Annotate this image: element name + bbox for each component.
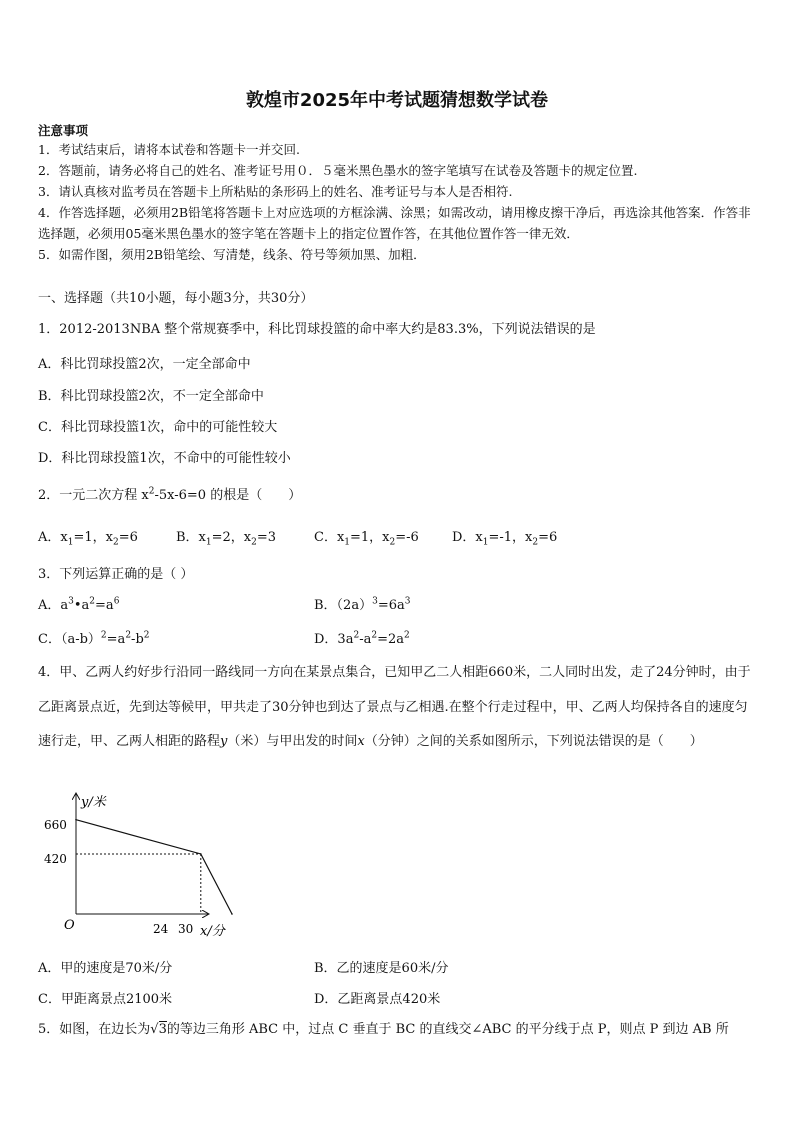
q4-var-x: x xyxy=(357,734,365,749)
question-5-stem xyxy=(38,1018,729,1037)
q2-c-label: C．x xyxy=(314,530,345,545)
question-4-option-a: A．甲的速度是70米/分 xyxy=(38,961,173,976)
question-3-option-c xyxy=(38,628,150,647)
distance-time-graph xyxy=(38,788,238,944)
q3-a-5: =a xyxy=(95,598,114,613)
q3-b-3: =6a xyxy=(377,598,405,613)
q4-var-y: y xyxy=(220,734,228,749)
notice-heading: 注意事项 xyxy=(38,123,89,138)
chart-marks xyxy=(75,819,233,915)
question-4-option-d: D．乙距离景点420米 xyxy=(314,992,441,1007)
question-1-option-b: B．科比罚球投篮2次，不一定全部命中 xyxy=(38,389,264,404)
data-point-0 xyxy=(75,819,77,821)
question-3-option-b xyxy=(314,594,410,613)
question-2-option-c xyxy=(314,526,419,548)
q4-stem-c: （分钟）之间的关系如图所示，下列说法错误的是（ ） xyxy=(364,734,703,749)
q3-b-4: 3 xyxy=(404,596,411,607)
notice-item-5: 5．如需作图，须用2B铅笔绘、写清楚，线条、符号等须加黑、加粗． xyxy=(38,247,426,262)
q5-stem-a: 5．如图，在边长为 xyxy=(38,1022,151,1037)
question-2-option-b xyxy=(176,526,276,548)
q3-c-5: -b xyxy=(131,632,144,647)
notice-item-1: 1．考试结束后，请将本试卷和答题卡一并交回. xyxy=(38,142,300,157)
q2-d-mid: =-1，x xyxy=(488,530,533,545)
q2-a-sub1: 1 xyxy=(67,537,74,548)
q3-c-3: =a xyxy=(106,632,126,647)
q3-a-4: 2 xyxy=(89,596,96,607)
q3-d-5: =2a xyxy=(377,632,404,647)
q3-a-6: 6 xyxy=(113,596,120,607)
q2-b-mid: =2，x xyxy=(211,530,252,545)
question-2-option-d xyxy=(452,526,557,548)
q3-c-1: C．（a-b） xyxy=(38,632,101,647)
q2-d-sub2: 2 xyxy=(532,537,539,548)
q3-c-2: 2 xyxy=(100,630,107,641)
question-1-option-c: C．科比罚球投篮1次，命中的可能性较大 xyxy=(38,420,278,435)
q2-d-sub1: 1 xyxy=(482,537,489,548)
q3-d-2: 2 xyxy=(353,630,360,641)
question-3-stem: 3．下列运算正确的是（ ） xyxy=(38,567,194,582)
q2-c-mid: =1，x xyxy=(350,530,390,545)
q2-b-end: =3 xyxy=(256,530,277,545)
question-4-option-c: C．甲距离景点2100米 xyxy=(38,992,173,1007)
q3-a-2: 3 xyxy=(68,596,74,607)
q2-a-sub2: 2 xyxy=(112,537,119,548)
q2-c-sub1: 1 xyxy=(344,537,351,548)
q3-d-6: 2 xyxy=(404,630,410,641)
question-4-option-b: B．乙的速度是60米/分 xyxy=(314,961,449,976)
q2-stem-pre: 2．一元二次方程 x xyxy=(38,488,149,503)
question-1-stem: 1．2012-2013NBA 整个常规赛季中，科比罚球投篮的命中率大约是83.3%，下列说法错误的是 xyxy=(38,322,596,337)
page-title: 敦煌市2025年中考试题猜想数学试卷 xyxy=(245,90,549,111)
q2-d-end: =6 xyxy=(538,530,558,545)
q3-c-4: 2 xyxy=(125,630,132,641)
q3-a-1: A．a xyxy=(38,598,69,613)
q4-stem-a: 4．甲、乙两人约好步行沿同一路线同一方向在某景点集合，已知甲乙二人相距660米，二人同时出发，走了24分钟时，由于乙距离景点近，先到达等候甲，甲共走了30分钟也到达了景点与乙相遇.在整个行走过程中，甲、乙两人均保持各自的速度匀速行走，甲、乙两人相距的路程 xyxy=(38,665,751,749)
notice-item-4: 4．作答选择题，必须用2B铅笔将答题卡上对应选项的方框涂满、涂黑；如需改动，请用橡皮擦干净后，再选涂其他答案．作答非选择题，必须用05毫米黑色墨水的签字笔在答题卡上的指定位置作答，在其他位置作答一律无效． xyxy=(38,205,751,241)
q3-c-6: 2 xyxy=(143,630,150,641)
q2-b-sub1: 1 xyxy=(205,537,212,548)
y-axis-label: y/米 xyxy=(81,795,106,810)
question-1-option-d: D．科比罚球投篮1次，不命中的可能性较小 xyxy=(38,451,291,466)
data-point-2 xyxy=(231,913,233,915)
question-1-option-a: A．科比罚球投篮2次，一定全部命中 xyxy=(38,357,251,372)
x-tick-30: 30 xyxy=(178,922,194,936)
q3-b-1: B．（2a） xyxy=(314,598,373,613)
q2-b-label: B．x xyxy=(176,530,206,545)
data-point-1 xyxy=(200,853,202,855)
question-3-option-a xyxy=(38,594,119,613)
q2-stem-post: -5x-6=0 的根是（ ） xyxy=(154,488,302,503)
q2-c-sub2: 2 xyxy=(389,537,396,548)
q3-b-2: 3 xyxy=(372,596,378,607)
origin-label: O xyxy=(64,918,75,933)
question-4-stem xyxy=(38,656,758,760)
q3-d-3: -a xyxy=(359,632,372,647)
q2-a-label: A．x xyxy=(38,530,68,545)
series-line xyxy=(76,820,232,914)
y-tick-420: 420 xyxy=(44,852,67,866)
x-axis-label: x/分 xyxy=(200,924,225,939)
sqrt-symbol: √ xyxy=(150,1022,159,1037)
section-heading: 一、选择题（共10小题，每小题3分，共30分） xyxy=(38,291,314,306)
question-2-stem xyxy=(38,484,301,503)
q3-d-4: 2 xyxy=(371,630,378,641)
q3-d-1: D．3a xyxy=(314,632,354,647)
q2-stem-sup: 2 xyxy=(148,486,155,497)
y-tick-660: 660 xyxy=(44,818,67,832)
q4-stem-b: （米）与甲出发的时间 xyxy=(227,734,358,749)
question-3-option-d xyxy=(314,628,410,647)
q5-sqrt-value: 3 xyxy=(158,1022,167,1037)
x-tick-24: 24 xyxy=(153,922,169,936)
q2-a-end: =6 xyxy=(118,530,138,545)
q2-d-label: D．x xyxy=(452,530,483,545)
q3-a-3: •a xyxy=(73,598,90,613)
notice-item-3: 3．请认真核对监考员在答题卡上所粘贴的条形码上的姓名、准考证号与本人是否相符. xyxy=(38,184,513,199)
q2-c-end: =-6 xyxy=(395,530,419,545)
q2-b-sub2: 2 xyxy=(251,537,257,548)
notice-item-2: 2．答题前，请务必将自己的姓名、准考证号用０．５毫米黑色墨水的签字笔填写在试卷及答题卡的规定位置. xyxy=(38,163,638,178)
q2-a-mid: =1，x xyxy=(73,530,113,545)
question-2-option-a xyxy=(38,526,138,548)
q5-stem-b: 的等边三角形 ABC 中，过点 C 垂直于 BC 的直线交∠ABC 的平分线于点 P，则点 P 到边 AB 所 xyxy=(166,1022,729,1037)
